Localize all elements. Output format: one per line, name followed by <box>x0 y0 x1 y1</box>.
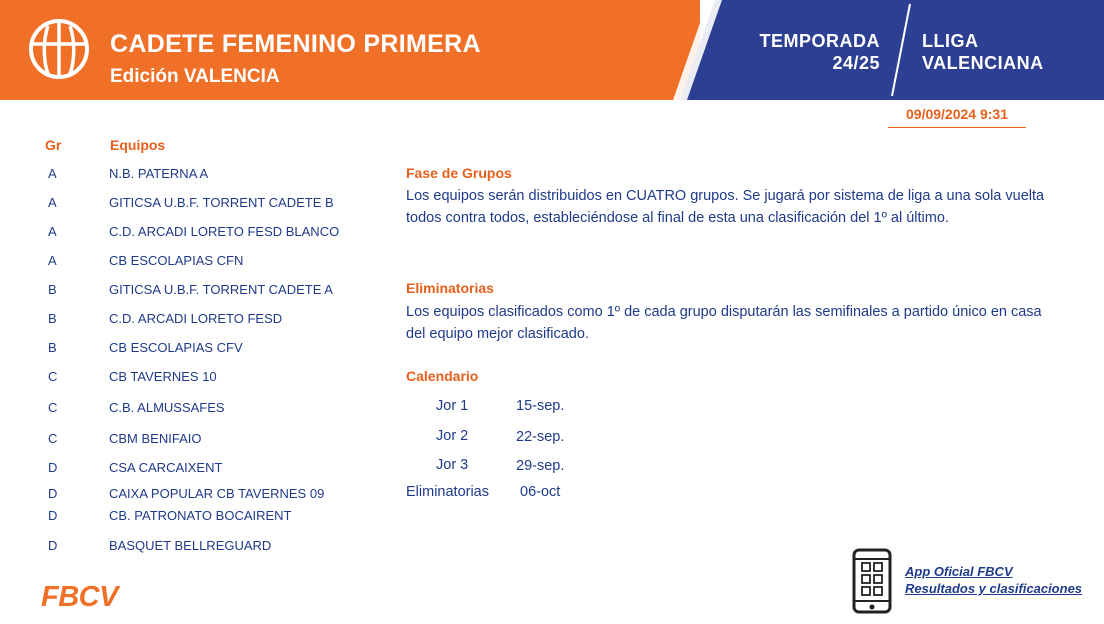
team-name: N.B. PATERNA A <box>109 166 209 181</box>
season-label <box>760 30 881 74</box>
calendar-round-date: 06-oct <box>520 484 561 500</box>
team-group: A <box>48 253 57 268</box>
team-group: D <box>48 460 58 475</box>
team-name: CBM BENIFAIO <box>109 431 202 446</box>
team-group: A <box>48 166 57 181</box>
app-link-line1[interactable]: App Oficial FBCV <box>905 564 1013 579</box>
league-line2: VALENCIANA <box>922 53 1044 73</box>
league-line1: LLIGA <box>922 31 979 51</box>
season-value-text: 24/25 <box>832 53 880 73</box>
calendar-round-label: Jor 3 <box>436 457 469 473</box>
eliminatorias-text: Los equipos clasificados como 1º de cada grupo disputarán las semifinales a partido único en casa del equipo mejor clasificado. <box>406 304 1042 342</box>
team-group: A <box>48 224 57 239</box>
team-name: BASQUET BELLREGUARD <box>109 538 272 553</box>
team-name: GITICSA U.B.F. TORRENT CADETE B <box>109 195 334 210</box>
calendar-round-label: Eliminatorias <box>406 484 489 500</box>
team-group: D <box>48 486 58 501</box>
team-group: C <box>48 369 58 384</box>
team-name: CAIXA POPULAR CB TAVERNES 09 <box>109 486 325 501</box>
team-group: B <box>48 311 57 326</box>
team-group: B <box>48 340 57 355</box>
app-link[interactable] <box>905 563 1082 597</box>
fase-grupos-title: Fase de Grupos <box>406 165 512 181</box>
team-name: C.D. ARCADI LORETO FESD <box>109 311 283 326</box>
team-group: C <box>48 400 58 415</box>
column-header-group: Gr <box>45 137 62 153</box>
calendar-round-date: 22-sep. <box>516 429 565 445</box>
season-label-text: TEMPORADA <box>759 31 880 51</box>
column-header-teams: Equipos <box>110 137 166 153</box>
calendar-round-label: Jor 1 <box>436 398 469 414</box>
eliminatorias-title: Eliminatorias <box>406 280 494 296</box>
team-name: CB TAVERNES 10 <box>109 369 217 384</box>
page-subtitle: Edición VALENCIA <box>110 66 280 87</box>
fbcv-logo <box>40 578 152 612</box>
team-name: GITICSA U.B.F. TORRENT CADETE A <box>109 282 333 297</box>
calendar-round-date: 29-sep. <box>516 458 565 474</box>
team-group: D <box>48 508 58 523</box>
header-banner <box>0 0 1104 100</box>
calendar-round-label: Jor 2 <box>436 428 469 444</box>
phone-icon[interactable] <box>852 548 892 614</box>
team-name: CSA CARCAIXENT <box>109 460 223 475</box>
team-group: D <box>48 538 58 553</box>
team-name: C.D. ARCADI LORETO FESD BLANCO <box>109 224 340 239</box>
svg-text:FBCV: FBCV <box>41 581 118 612</box>
fase-grupos-text: Los equipos serán distribuidos en CUATRO grupos. Se jugará por sistema de liga a una sola vuelta todos contra todos, estableciéndose al final de esta una clasificación del 1º al último. <box>406 188 1045 226</box>
basketball-logo-icon <box>28 18 90 80</box>
team-name: CB. PATRONATO BOCAIRENT <box>109 508 292 523</box>
team-name: CB ESCOLAPIAS CFN <box>109 253 244 268</box>
team-group: C <box>48 431 58 446</box>
timestamp: 09/09/2024 9:31 <box>888 106 1026 128</box>
calendar-round-date: 15-sep. <box>516 398 565 414</box>
team-name: CB ESCOLAPIAS CFV <box>109 340 243 355</box>
team-group: A <box>48 195 57 210</box>
league-label <box>922 30 1044 74</box>
calendario-title: Calendario <box>406 368 479 384</box>
team-group: B <box>48 282 57 297</box>
team-name: C.B. ALMUSSAFES <box>109 400 225 415</box>
page-title: CADETE FEMENINO PRIMERA <box>110 30 481 58</box>
app-link-line2[interactable]: Resultados y clasificaciones <box>905 581 1083 596</box>
